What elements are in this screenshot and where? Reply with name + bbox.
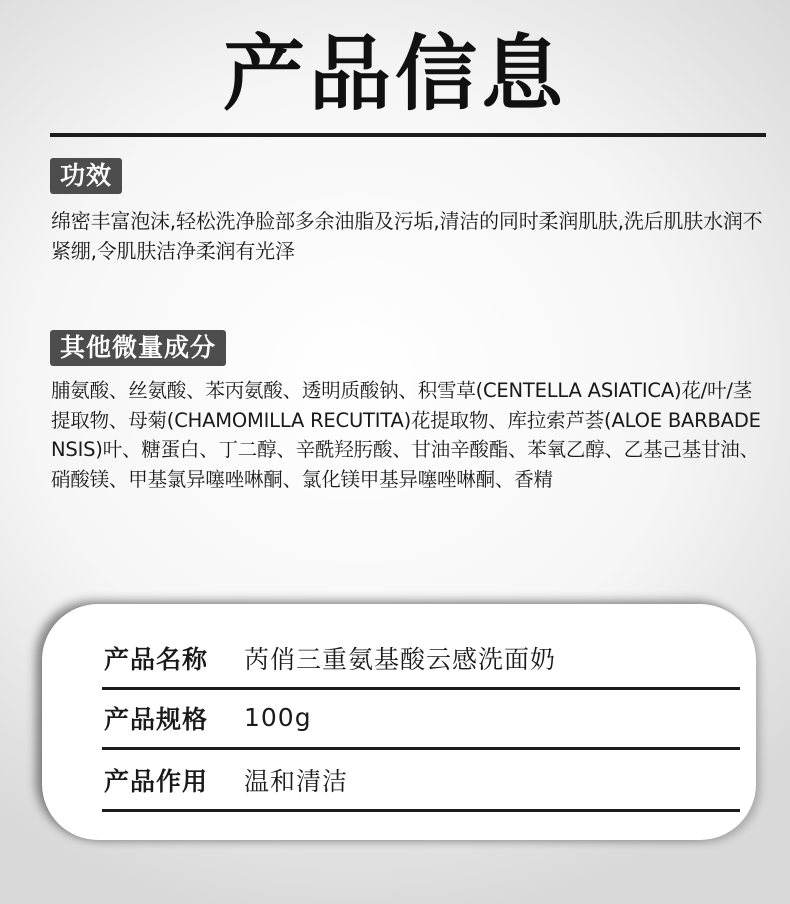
title-divider — [50, 133, 766, 137]
ingredients-list: 脯氨酸、丝氨酸、苯丙氨酸、透明质酸钠、积雪草(CENTELLA ASIATICA)花/叶/茎提取物、母菊(CHAMOMILLA RECUTITA)花提取物、库拉索芦荟(ALOE BARBADENSIS)叶、糖蛋白、丁二醇、辛酰羟肟酸、甘油辛酸酯、苯氧乙醇、乙基己基甘油、硝酸镁、甲基氯异噻唑啉酮、氯化镁甲基异噻唑啉酮、香精 — [51, 379, 761, 491]
page-title: 产品信息 — [222, 26, 567, 122]
spec-label: 产品规格 — [104, 704, 209, 734]
spec-value: 温和清洁 — [244, 766, 349, 796]
spec-value: 芮俏三重氨基酸云感洗面奶 — [244, 644, 557, 674]
effect-description: 绵密丰富泡沫,轻松洗净脸部多余油脂及污垢,清洁的同时柔润肌肤,洗后肌肤水润不紧绷,令肌肤洁净柔润有光泽 — [51, 209, 763, 263]
spec-row-size — [102, 688, 740, 750]
effect-tag: 功效 — [50, 158, 122, 194]
spec-card — [42, 604, 756, 840]
ingredients-tag: 其他微量成分 — [50, 330, 226, 366]
spec-row-function — [102, 750, 740, 812]
spec-row-name — [102, 628, 740, 690]
spec-value: 100g — [244, 703, 312, 732]
spec-label: 产品名称 — [104, 644, 209, 674]
spec-label: 产品作用 — [104, 766, 209, 796]
